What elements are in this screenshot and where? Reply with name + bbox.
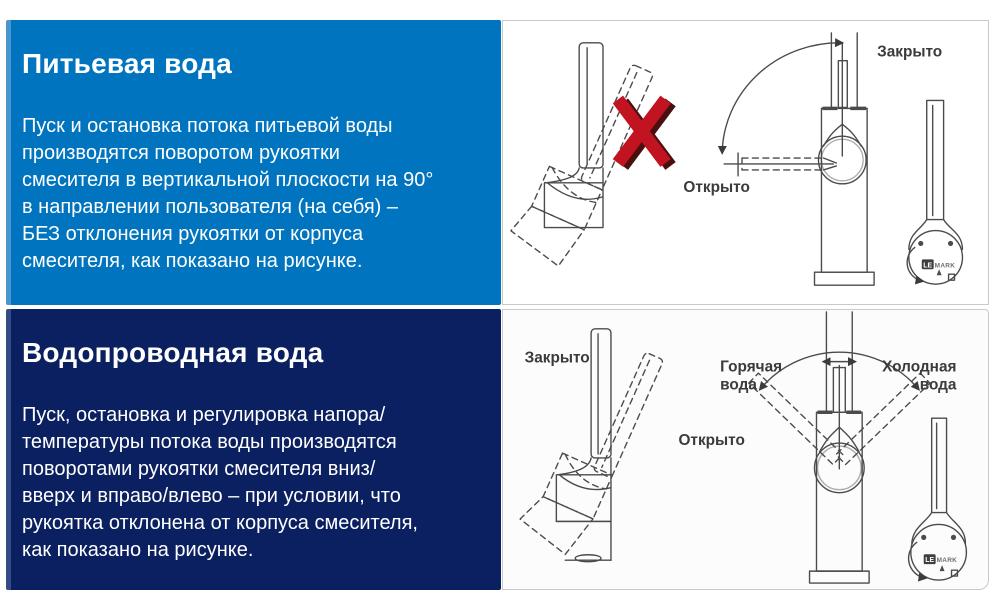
hot-water-label-line1: Горячая [720,358,783,376]
body-line: смесителя, как показано на рисунке. [22,250,363,272]
rotation-arc-90deg [722,43,842,153]
body-line: вверх и вправо/влево – при условии, что [22,485,401,507]
drinking-water-body [22,113,483,275]
body-line: Пуск и остановка потока питьевой воды [22,115,393,137]
body-line: БЕЗ отклонения рукоятки от корпуса [22,223,364,245]
open-label: Открыто [683,178,750,196]
body-line: как показано на рисунке. [22,539,254,561]
body-line: температуры потока воды производятся [22,431,397,453]
tap-water-diagram [503,310,988,589]
faucet-side-tilted-ghost [514,333,663,559]
faucet-side-upright [544,43,603,228]
faucet-front-view [724,33,874,285]
lemark-logo-mark: MARK [934,262,956,270]
hot-water-label-line2: вода [720,376,757,394]
lemark-logo-mark: MARK [936,557,958,565]
handle-bottom-view [909,418,967,580]
lemark-logo [922,259,955,269]
lemark-logo-le: LE [923,262,933,270]
closed-label: Закрыто [877,43,943,61]
body-line: производятся поворотом рукоятки [22,142,340,164]
body-line: Пуск, остановка и регулировка напора/ [22,404,386,426]
closed-label: Закрыто [524,349,590,367]
cold-water-label-line2: вода [919,376,957,394]
tap-water-title: Водопроводная вода [22,337,324,368]
lemark-logo-le: LE [925,557,935,565]
tap-water-body [22,402,483,564]
drinking-water-text-panel [6,20,501,305]
drinking-water-diagram-panel [502,20,989,305]
tap-water-text-panel [6,309,501,590]
cold-water-label-line1: Холодная [882,358,957,376]
body-line: поворотами рукоятки смесителя вниз/ [22,458,376,480]
prohibited-x-icon [618,99,671,166]
tap-water-diagram-panel [502,309,989,590]
handle-bottom-view [907,100,962,284]
open-label: Открыто [678,432,745,450]
body-line: смесителя в вертикальной плоскости на 90° [22,169,434,191]
body-line: в направлении пользователя (на себя) – [22,196,399,218]
lemark-logo [924,554,957,564]
body-line: рукоятка отклонена от корпуса смесителя, [22,512,418,534]
drinking-water-diagram [503,21,988,304]
drinking-water-title: Питьевая вода [22,48,232,79]
